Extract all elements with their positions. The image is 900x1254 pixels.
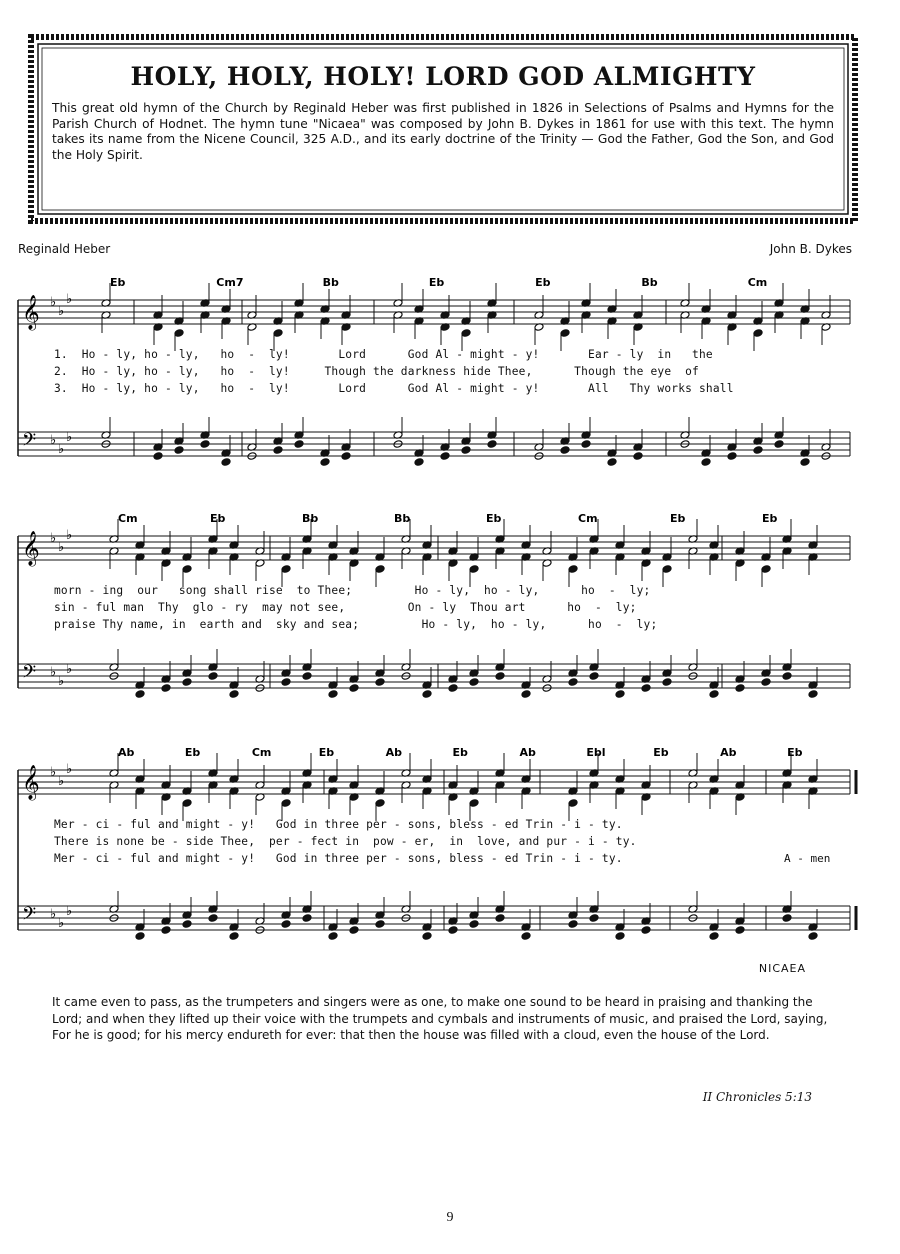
chord-symbol: Ebl [586, 746, 606, 759]
scripture-citation: II Chronicles 5:13 [702, 1090, 812, 1104]
svg-text:𝄞: 𝄞 [22, 531, 40, 566]
svg-text:♭: ♭ [66, 761, 73, 776]
lyric-verse-2: There is none be - side Thee, per - fect in pow - er, in love, and pur - i - ty. [54, 835, 637, 848]
svg-text:𝄢: 𝄢 [22, 662, 37, 687]
chord-symbol: Eb [428, 276, 445, 289]
chord-symbol: Bb [641, 276, 658, 289]
chord-symbol: Cm [251, 746, 272, 759]
svg-text:♭: ♭ [58, 673, 65, 688]
chord-symbol: Cm7 [216, 276, 244, 289]
svg-text:♭: ♭ [58, 773, 65, 788]
chord-symbol: Ab [519, 746, 536, 759]
svg-text:♭: ♭ [58, 441, 65, 456]
lyric-verse-1: 1. Ho - ly, ho - ly, ho - ly! Lord God Al - might - y! Ear - ly in the [54, 348, 713, 361]
chord-symbol: Bb [394, 512, 411, 525]
chord-symbol: Ab [118, 746, 135, 759]
chord-symbol: Eb [653, 746, 669, 759]
lyric-verse-3: praise Thy name, in earth and sky and sea; Ho - ly, ho - ly, ho - ly; [54, 618, 658, 631]
svg-text:♭: ♭ [66, 291, 73, 306]
svg-text:♭: ♭ [50, 294, 57, 309]
music-system-3 [14, 724, 856, 954]
svg-text:♭: ♭ [66, 527, 73, 542]
lyric-verse-3: 3. Ho - ly, ho - ly, ho - ly! Lord God Al - might - y! All Thy works shall [54, 382, 734, 395]
lyric-verse-3: Mer - ci - ful and might - y! God in three per - sons, bless - ed Trin - i - ty. [54, 852, 623, 865]
tune-name: NICAEA [758, 962, 806, 975]
chord-symbol: Eb [670, 512, 686, 525]
chord-symbol: Eb [486, 512, 502, 525]
chord-symbol: Eb [184, 746, 201, 759]
header-box [28, 34, 858, 224]
svg-text:♭: ♭ [50, 764, 57, 779]
svg-text:♭: ♭ [66, 429, 73, 444]
svg-text:♭: ♭ [58, 539, 65, 554]
chord-symbol: Bb [322, 276, 339, 289]
page-number: 9 [446, 1210, 454, 1225]
svg-text:𝄞: 𝄞 [22, 765, 40, 800]
music-system-1 [14, 266, 856, 476]
svg-text:𝄢: 𝄢 [22, 430, 37, 455]
lyric-verse-2: sin - ful man Thy glo - ry may not see, On - ly Thou art ho - ly; [54, 601, 637, 614]
svg-text:♭: ♭ [58, 915, 65, 930]
text-author: Reginald Heber [18, 242, 111, 256]
svg-text:♭: ♭ [50, 432, 57, 447]
chord-symbol: Cm [118, 512, 138, 525]
svg-text:♭: ♭ [66, 903, 73, 918]
svg-text:♭: ♭ [50, 530, 57, 545]
svg-text:♭: ♭ [58, 303, 65, 318]
chord-symbol: Eb [210, 512, 226, 525]
amen-text: A - men [784, 852, 831, 865]
chord-symbol: Eb [318, 746, 335, 759]
chord-symbol: Eb [452, 746, 468, 759]
hymn-introduction: This great old hymn of the Church by Reginald Heber was first published in 1826 in Selections of Psalms and Hymns for the Parish Church of Hodnet. The hymn tune "Nicaea" was composed by John B. Dykes in 1861 for use with this text. The hymn takes its name from the Nicene Council, 325 A.D., and its early doctrine of the Trinity — God the Father, God the Son, and God the Holy Spirit. [52, 101, 834, 162]
svg-text:♭: ♭ [66, 661, 73, 676]
chord-symbol: Ab [720, 746, 737, 759]
chord-symbol: Cm [578, 512, 598, 525]
chord-symbol: Eb [535, 276, 551, 289]
hymn-title: HOLY, HOLY, HOLY! LORD GOD ALMIGHTY [130, 62, 756, 91]
chord-symbol: Cm [747, 276, 768, 289]
chord-symbol: Eb [110, 276, 126, 289]
chord-symbol: Bb [302, 512, 319, 525]
staff-graphic [14, 494, 856, 704]
svg-text:𝄞: 𝄞 [22, 295, 40, 330]
chord-symbol: Eb [762, 512, 778, 525]
lyric-verse-2: 2. Ho - ly, ho - ly, ho - ly! Though the darkness hide Thee, Though the eye of [54, 365, 699, 378]
svg-text:♭: ♭ [50, 664, 57, 679]
chord-symbol: Eb [787, 746, 803, 759]
lyric-verse-1: morn - ing our song shall rise to Thee; Ho - ly, ho - ly, ho - ly; [54, 584, 651, 597]
composer: John B. Dykes [769, 242, 852, 256]
svg-text:𝄢: 𝄢 [22, 904, 37, 929]
music-system-2 [14, 494, 856, 704]
svg-text:♭: ♭ [50, 906, 57, 921]
lyric-verse-1: Mer - ci - ful and might - y! God in three per - sons, bless - ed Trin - i - ty. [54, 818, 623, 831]
scripture-quote: It came even to pass, as the trumpeters and singers were as one, to make one sound to be heard in praising and thanking the Lord; and when they lifted up their voice with the trumpets and cymbals and instruments of music, and praised the Lord, saying, For he is good; for his mercy endureth for ever: that then the house was filled with a cloud, even the house of the Lord. [52, 995, 828, 1042]
chord-symbol: Ab [385, 746, 403, 759]
